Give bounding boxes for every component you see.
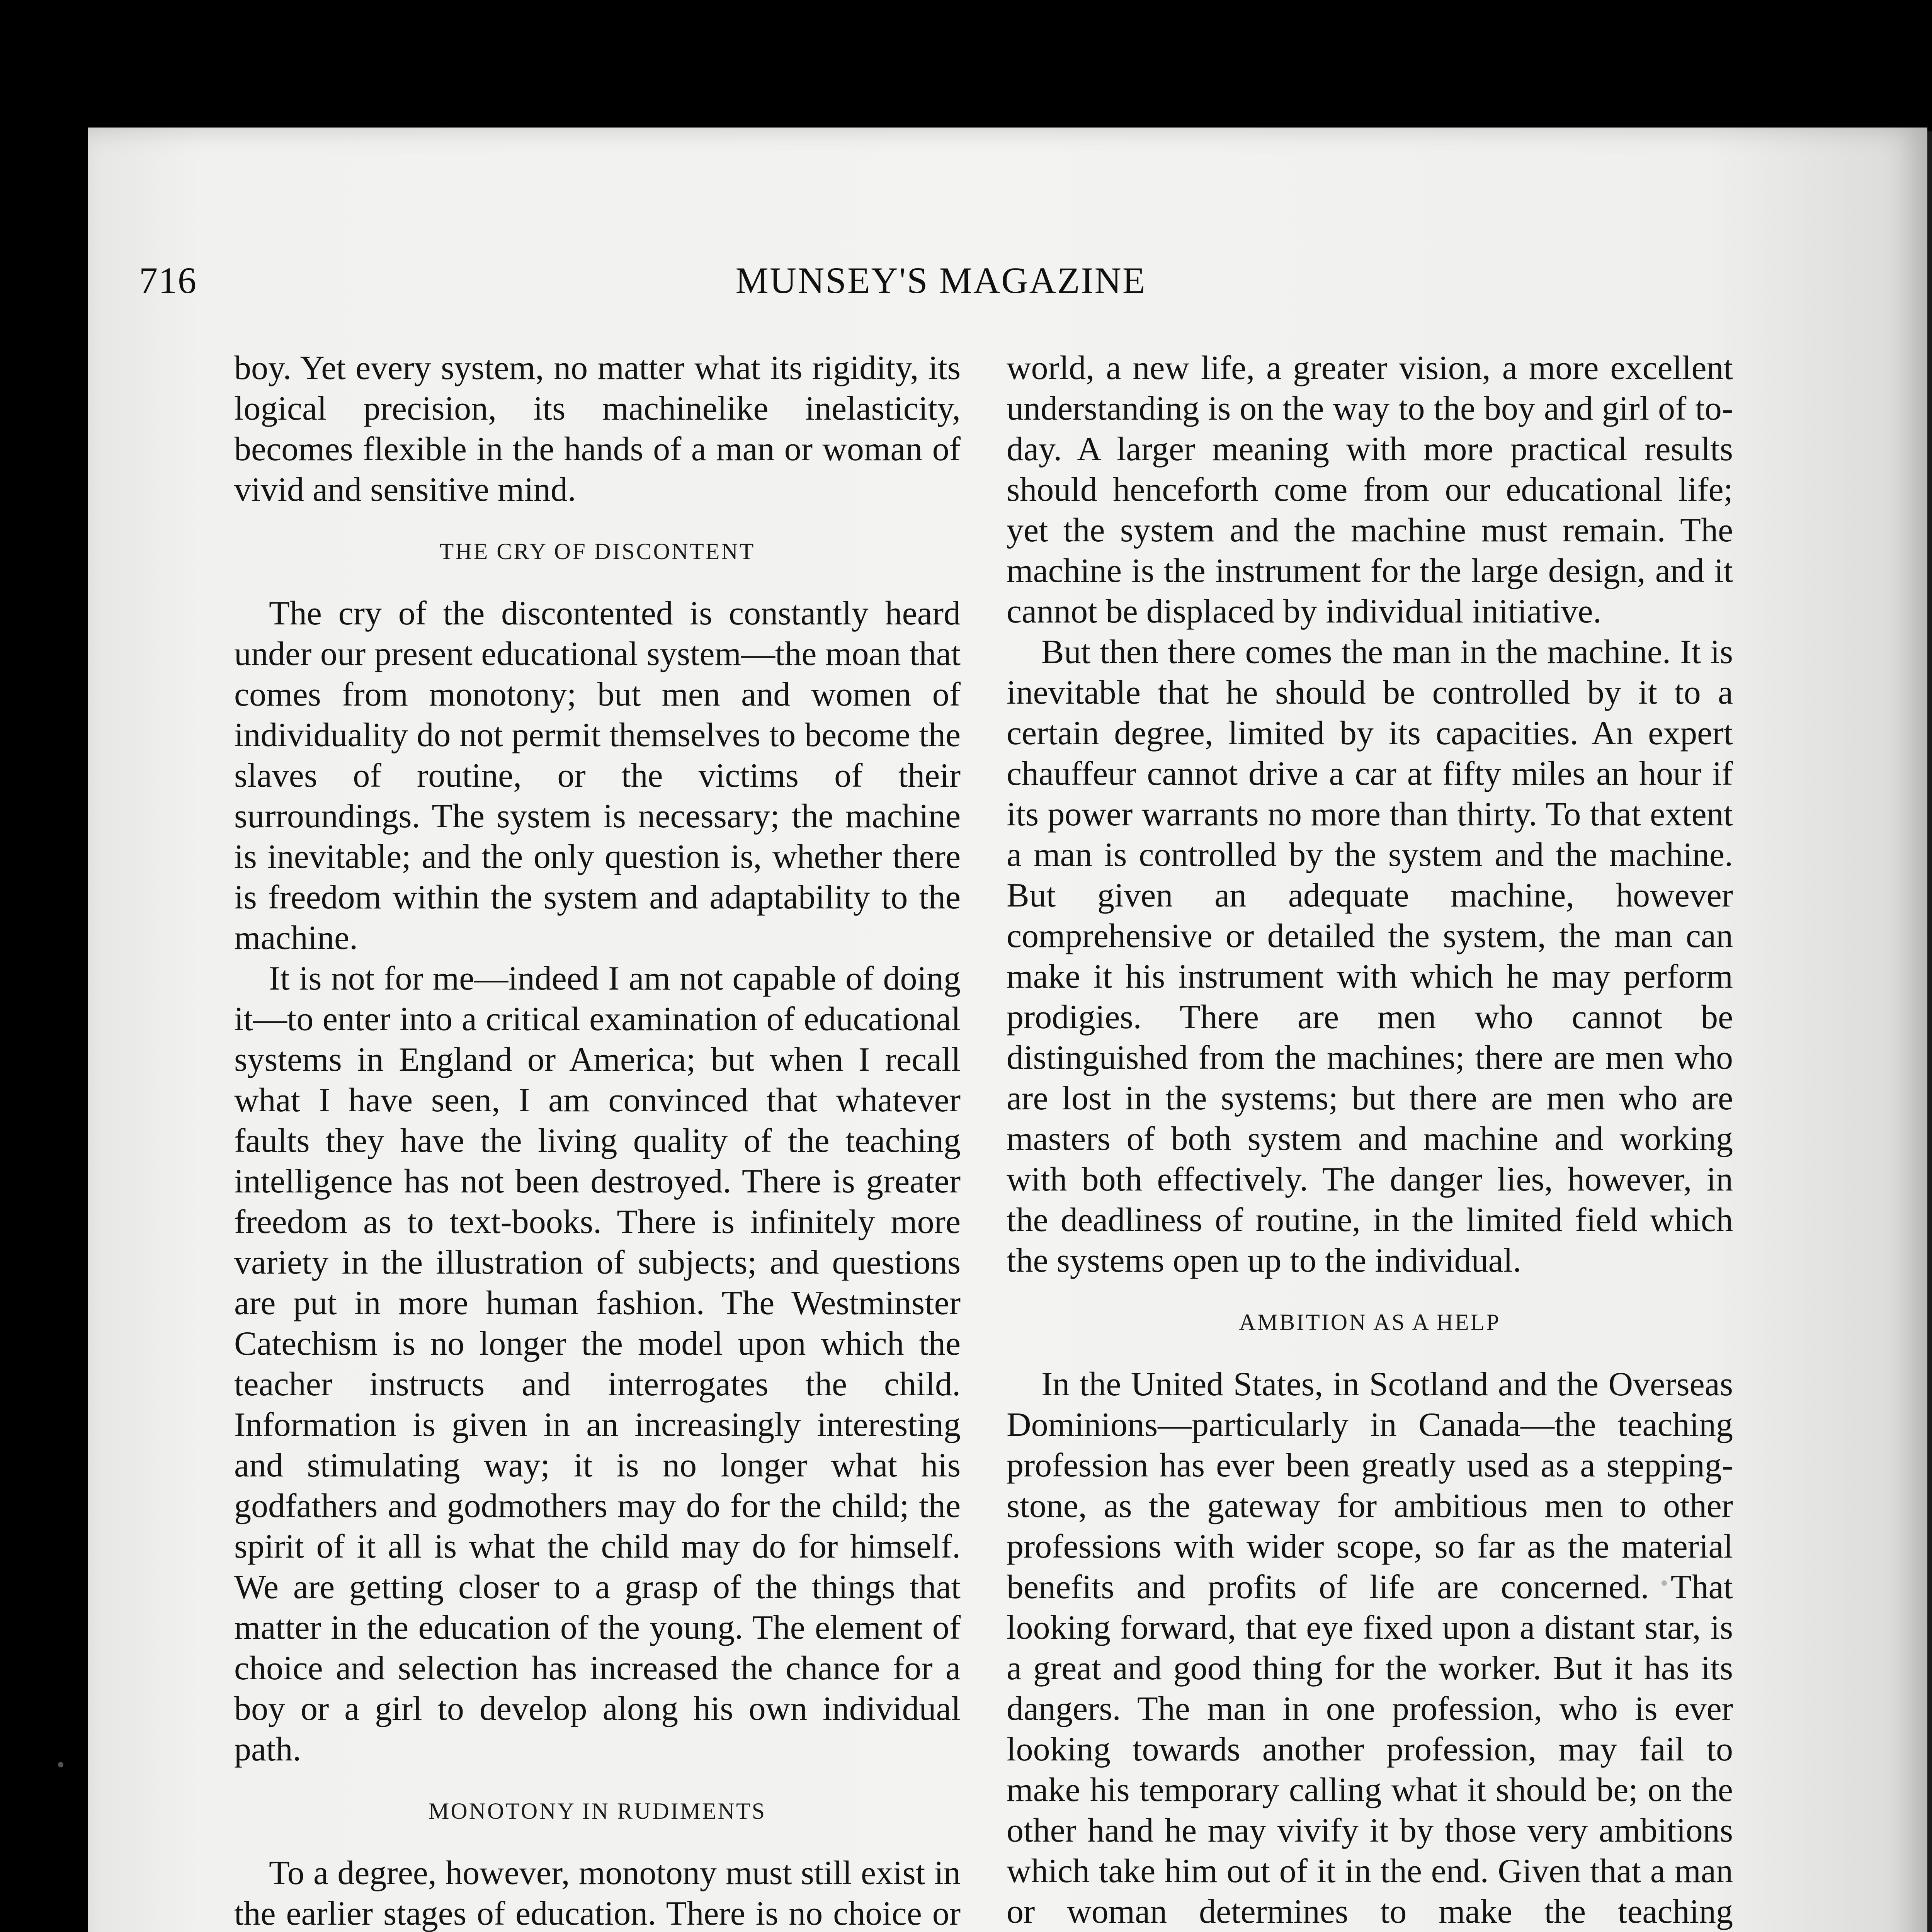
page-number: 716 bbox=[139, 260, 197, 301]
section-heading: MONOTONY IN RUDIMENTS bbox=[429, 1798, 766, 1824]
paragraph: In the United States, in Scotland and the Overseas Dominions—particularly in Canada—the teaching profession has ever been greatly used as a stepping-stone, as the gateway for ambitious men to other professions with wider scope, so far as the material benefits and profits of life are concerned. That looking forward, that eye fixed upon a distant star, is a great and good thing for the worker. But it has its dangers. The man in one profession, who is ever looking towards another profession, may fail to make his temporary calling what it should be; on the other hand he may vivify it by those very ambitions which take him out of it in the end. Given that a man or woman determines to make the teaching bbox=[1007, 1366, 1733, 1930]
paragraph: boy. Yet every system, no matter what its rigidity, its logical precision, its machinelike inelasticity, becomes flexible in the hands of a man or woman of vivid and sensitive mind. bbox=[234, 349, 961, 509]
paragraph: But then there comes the man in the machine. It is inevitable that he should be controlled by it to a certain degree, limited by its capacities. An expert chauffeur cannot drive a car at fifty miles an hour if its power warrants no more than thirty. To that extent a man is controlled by the system and the machine. But given an adequate machine, however comprehensive or detailed the system, the man can make it his instrument with which he may perform prodigies. There are men who cannot be distinguished from the machines; there are men who are lost in the systems; but there are men who are masters of both system and machine and working with both effectively. The danger lies, however, in the deadliness of routine, in the limited field which the systems open up to the individual. bbox=[1007, 633, 1733, 1279]
paragraph: world, a new life, a greater vision, a more excellent understanding is on the way to the boy and girl of to-day. A larger meaning with more practical results should henceforth come from our educational life; yet the system and the machine must remain. The machine is the instrument for the large design, and it cannot be displaced by individual initiative. bbox=[1007, 349, 1733, 630]
book-spine bbox=[1927, 131, 1932, 1932]
paragraph: The cry of the discontented is constantly heard under our present educational system—the moan that comes from monotony; but men and women of individuality do not permit themselves to become the slaves of routine, or the victims of their surroundings. The system is necessary; the machine is inevitable; and the only question is, whether there is freedom within the system and adaptability to the machine. bbox=[234, 595, 961, 957]
paragraph: To a degree, however, monotony must still exist in the earlier stages of education. There is no choice or bbox=[234, 1854, 961, 1932]
scan-speck bbox=[58, 1762, 63, 1767]
section-heading: THE CRY OF DISCONTENT bbox=[439, 539, 755, 564]
running-head: MUNSEY'S MAGAZINE bbox=[735, 260, 1146, 301]
right-column bbox=[1007, 348, 1733, 1932]
page-header bbox=[139, 259, 1743, 309]
paragraph: It is not for me—indeed I am not capable of doing it—to enter into a critical examination of educational systems in England or America; but when I recall what I have seen, I am convinced that whatever faults they have the living quality of the teaching intelligence has not been destroyed. There is greater freedom as to text-books. There is infinitely more variety in the illustration of subjects; and questions are put in more human fashion. The Westminster Catechism is no longer the model upon which the teacher instructs and interrogates the child. Information is given in an increasingly interesting and stimulating way; it is no longer what his godfathers and godmothers may do for the child; the spirit of it all is what the child may do for himself. We are getting closer to a grasp of the things that matter in the education of the young. The element of choice and selection has increased the chance for a boy or a girl to develop along his own individual path. bbox=[234, 960, 961, 1768]
section-heading: AMBITION AS A HELP bbox=[1239, 1310, 1501, 1335]
left-column bbox=[234, 348, 961, 1932]
